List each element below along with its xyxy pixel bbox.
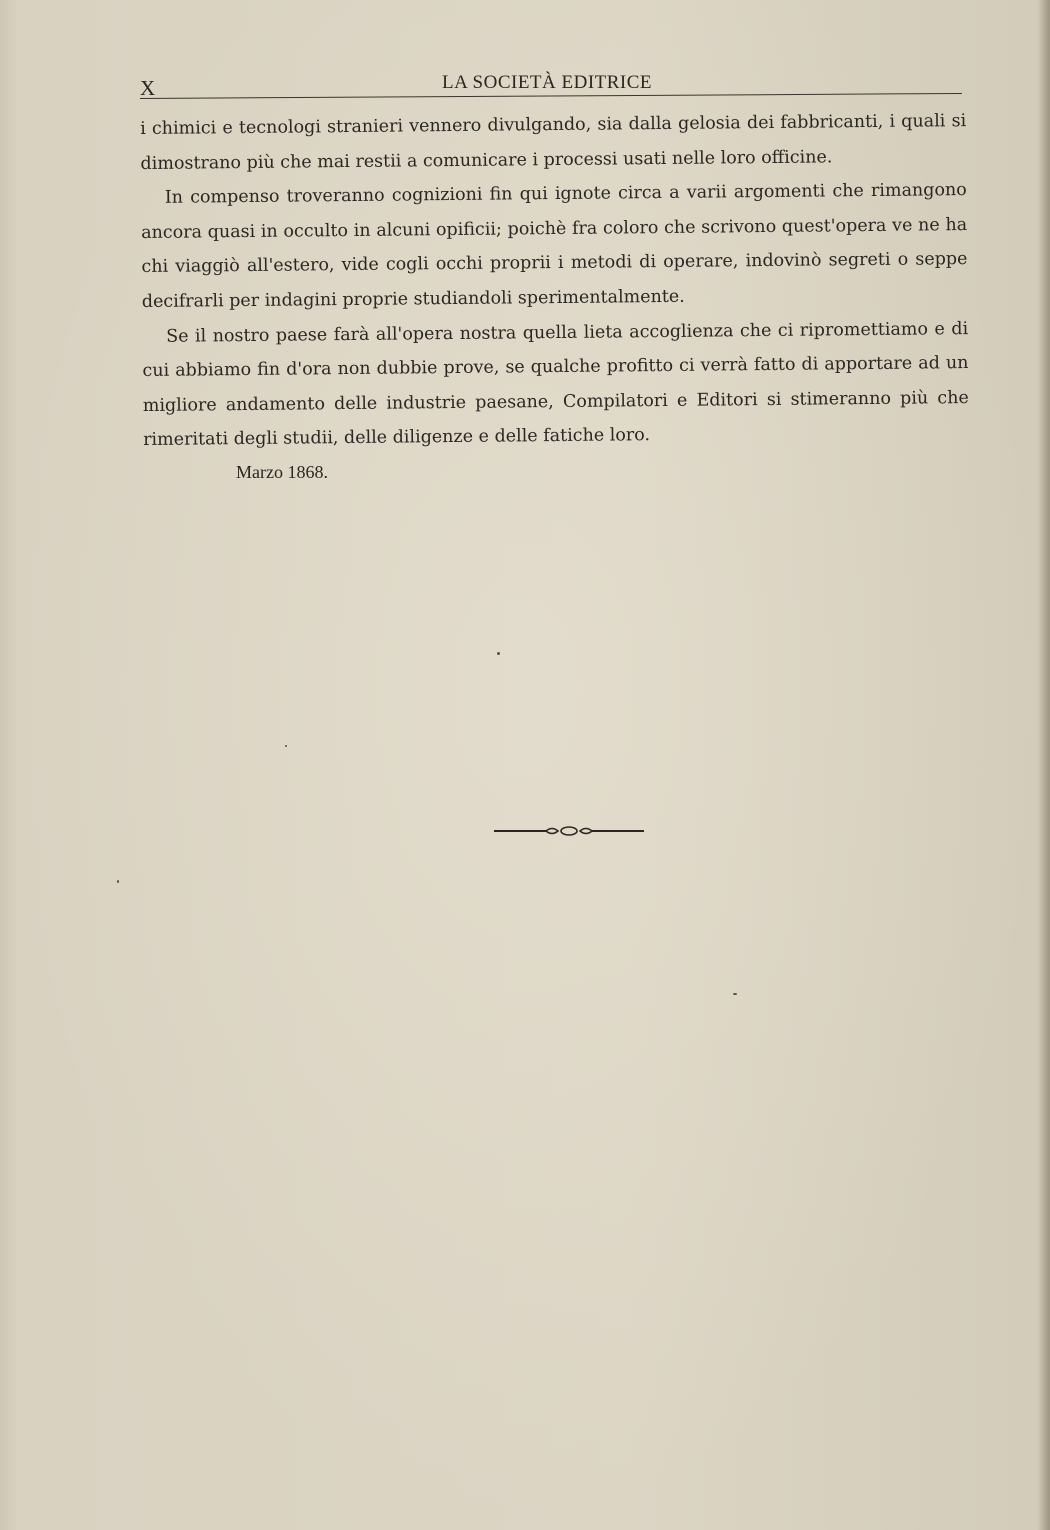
body-text	[140, 104, 969, 458]
paragraph-2: In compenso troveranno cognizioni fin qui ignote circa a varii argomenti che rimangono ancora quasi in occulto in alcuni opificii; poichè fra coloro che scrivono quest'opera ve ne ha chi viaggiò all'estero, vide cogli occhi proprii i metodi di operare, indovinò segreti o seppe decifrarli per indagini proprie studiandoli sperimentalmente.	[141, 180, 968, 312]
paragraph-3: Se il nostro paese farà all'opera nostra quella lieta accoglienza che ci ripromettiamo e di cui abbiamo fin d'ora non dubbie prove, se qualche profitto ci verrà fatto di apportare ad un migliore andamento delle industrie paesane, Compilatori e Editori si stimeranno più che rimeritati degli studii, delle diligenze e delle fatiche loro.	[142, 318, 969, 451]
paper-speck	[733, 993, 737, 995]
paper-speck	[285, 745, 287, 747]
running-title: LA SOCIETÀ EDITRICE	[442, 72, 653, 93]
paragraph-1: i chimici e tecnologi stranieri vennero divulgando, sia dalla gelosia dei fabbricanti, i quali si dimostrano più che mai restii a comunicare i processi usati nelle loro officine.	[140, 111, 967, 174]
page-edge-shadow	[1038, 0, 1050, 1530]
date-line: Marzo 1868.	[236, 462, 328, 482]
paper-speck	[497, 652, 500, 655]
paper-speck	[117, 880, 119, 883]
end-ornament-icon	[494, 824, 644, 838]
page-number: X	[140, 76, 157, 100]
